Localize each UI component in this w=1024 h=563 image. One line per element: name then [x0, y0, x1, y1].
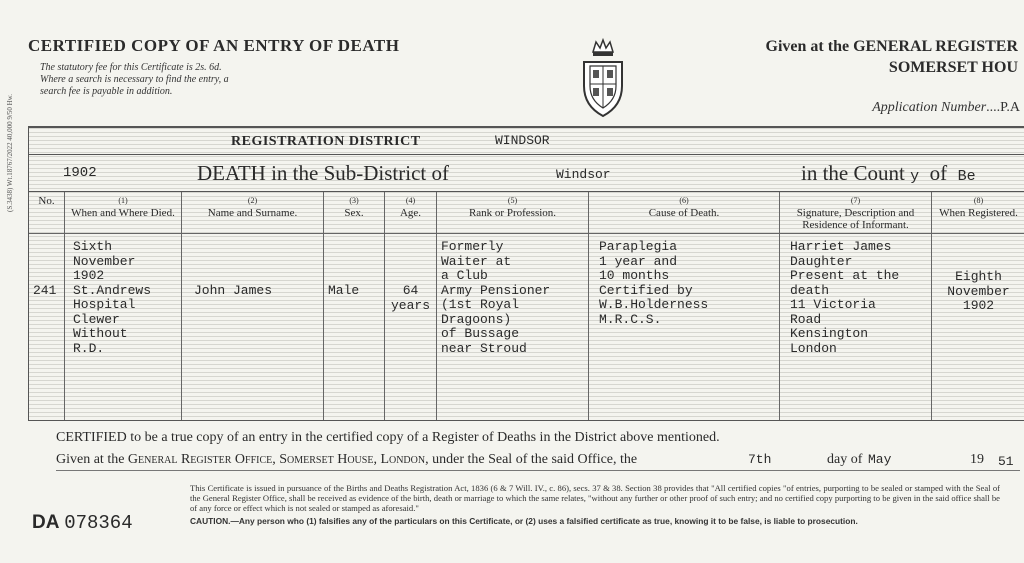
- serial-number: [32, 512, 133, 534]
- column-header-informant: (7) Signature, Description and Residence of Informant.: [780, 192, 932, 234]
- application-label: Application Number: [872, 100, 987, 115]
- registration-district-row: [29, 128, 1024, 155]
- register-entry-form: [28, 126, 1024, 421]
- entry-profession: Formerly Waiter at a Club Army Pensioner (1st Royal Dragoons) of Bussage near Stroud: [437, 234, 589, 420]
- fee-note: [40, 62, 280, 98]
- certification-day: 7th: [748, 452, 772, 467]
- column-header-no: [29, 192, 65, 234]
- serial-prefix: DA: [32, 512, 60, 533]
- issuing-office-line: Given at the GENERAL REGISTER: [765, 38, 1018, 55]
- entry-age: 64 years: [385, 234, 437, 420]
- issuing-office-line: SOMERSET HOU: [888, 59, 1018, 76]
- county-label: [801, 161, 976, 186]
- of-label: of: [929, 161, 948, 185]
- column-header-label: Name and Surname.: [207, 207, 298, 219]
- column-header-name: (2) Name and Surname.: [182, 192, 324, 234]
- column-header-profession: (5) Rank or Profession.: [437, 192, 589, 234]
- column-header-label: Age.: [399, 207, 422, 219]
- column-header-label: When and Where Died.: [71, 207, 175, 219]
- serial-digits: 078364: [64, 512, 133, 534]
- given-office: General Register Office, Somerset House, London,: [127, 452, 429, 467]
- registration-district-label: REGISTRATION DISTRICT: [231, 134, 421, 149]
- entry-sex: Male: [324, 234, 385, 420]
- column-header-label: Sex.: [344, 207, 364, 219]
- application-number: [872, 100, 1020, 116]
- fee-note-line: The statutory fee for this Certificate is 2s. 6d.: [40, 62, 222, 73]
- entry-informant: Harriet James Daughter Present at the death 11 Victoria Road Kensington London: [780, 234, 932, 420]
- death-in-label: DEATH in the Sub-District of: [197, 161, 449, 185]
- county-suffix: y: [910, 168, 920, 185]
- printer-code: (S.3438) Wt.18767/2022 40,000 9/50 Hw.: [6, 93, 14, 212]
- column-header-label: No.: [38, 195, 55, 207]
- issuing-office: [698, 36, 1018, 78]
- entry-number: 241: [29, 234, 65, 420]
- entry-when-registered: Eighth November 1902: [947, 269, 1010, 313]
- entry-cause-of-death: Paraplegia 1 year and 10 months Certified by W.B.Holderness M.R.C.S.: [589, 234, 780, 420]
- certificate-title: CERTIFIED COPY OF AN ENTRY OF DEATH: [28, 36, 400, 55]
- given-prefix: Given at the: [56, 452, 125, 467]
- county-label-text: in the Count: [801, 161, 905, 185]
- given-suffix: under the Seal of the said Office, the: [432, 452, 638, 467]
- fee-note-line: Where a search is necessary to find the entry, a: [40, 74, 229, 85]
- royal-crest-icon: [580, 38, 626, 120]
- given-at-statement: [56, 452, 637, 468]
- certification-month: May: [868, 452, 892, 467]
- entry-year: 1902: [63, 165, 97, 181]
- column-header-registered: (8) When Registered.: [932, 192, 1024, 234]
- certification-century: 19: [970, 452, 984, 467]
- day-of-label: day of: [827, 452, 863, 467]
- column-header-label: Cause of Death.: [648, 207, 720, 219]
- statutory-notice: This Certificate is issued in pursuance of the Births and Deaths Registration Act, 1836 (6 & 7 Will. IV., c. 86), secs. 37 & 38. Section 38 provides that "All certified copies "of entries, purporting to be sealed or stamped with the Seal of the General Register Office, shall be received as evidence of the birth, death or marriage to which the same relates, "without any further or other proof of such entry; and no certified copy purporting to be given in the said office shall be of any force or effect which is not sealed or stamped as aforesaid.": [190, 483, 1000, 513]
- sub-district-value: Windsor: [556, 167, 611, 182]
- column-header-label: Rank or Profession.: [468, 207, 557, 219]
- fee-note-line: search fee is payable in addition.: [40, 86, 173, 97]
- divider: [56, 470, 1020, 471]
- certification-year: 51: [998, 454, 1014, 469]
- application-value: ....P.A: [986, 100, 1020, 115]
- caution-notice: CAUTION.—Any person who (1) falsifies any of the particulars on this Certificate, or (2) uses a falsified certificate as true, knowing it to be false, is liable to prosecution.: [190, 516, 858, 526]
- column-header-when-died: (1) When and Where Died.: [65, 192, 182, 234]
- column-header-cause: (6) Cause of Death.: [589, 192, 780, 234]
- column-header-label: Signature, Description and Residence of Informant.: [796, 207, 915, 231]
- entry-name: John James: [182, 234, 324, 420]
- county-value: Be: [957, 168, 976, 185]
- sub-district-row: [29, 155, 1024, 192]
- column-header-sex: (3) Sex.: [324, 192, 385, 234]
- column-header-label: When Registered.: [939, 207, 1018, 219]
- entry-when-where-died: Sixth November 1902 St.Andrews Hospital Clewer Without R.D.: [65, 234, 182, 420]
- certified-statement: CERTIFIED to be a true copy of an entry in the certified copy of a Register of Deaths in the District above mentioned.: [56, 430, 720, 445]
- column-header-age: (4) Age.: [385, 192, 437, 234]
- registration-district-value: WINDSOR: [495, 133, 550, 148]
